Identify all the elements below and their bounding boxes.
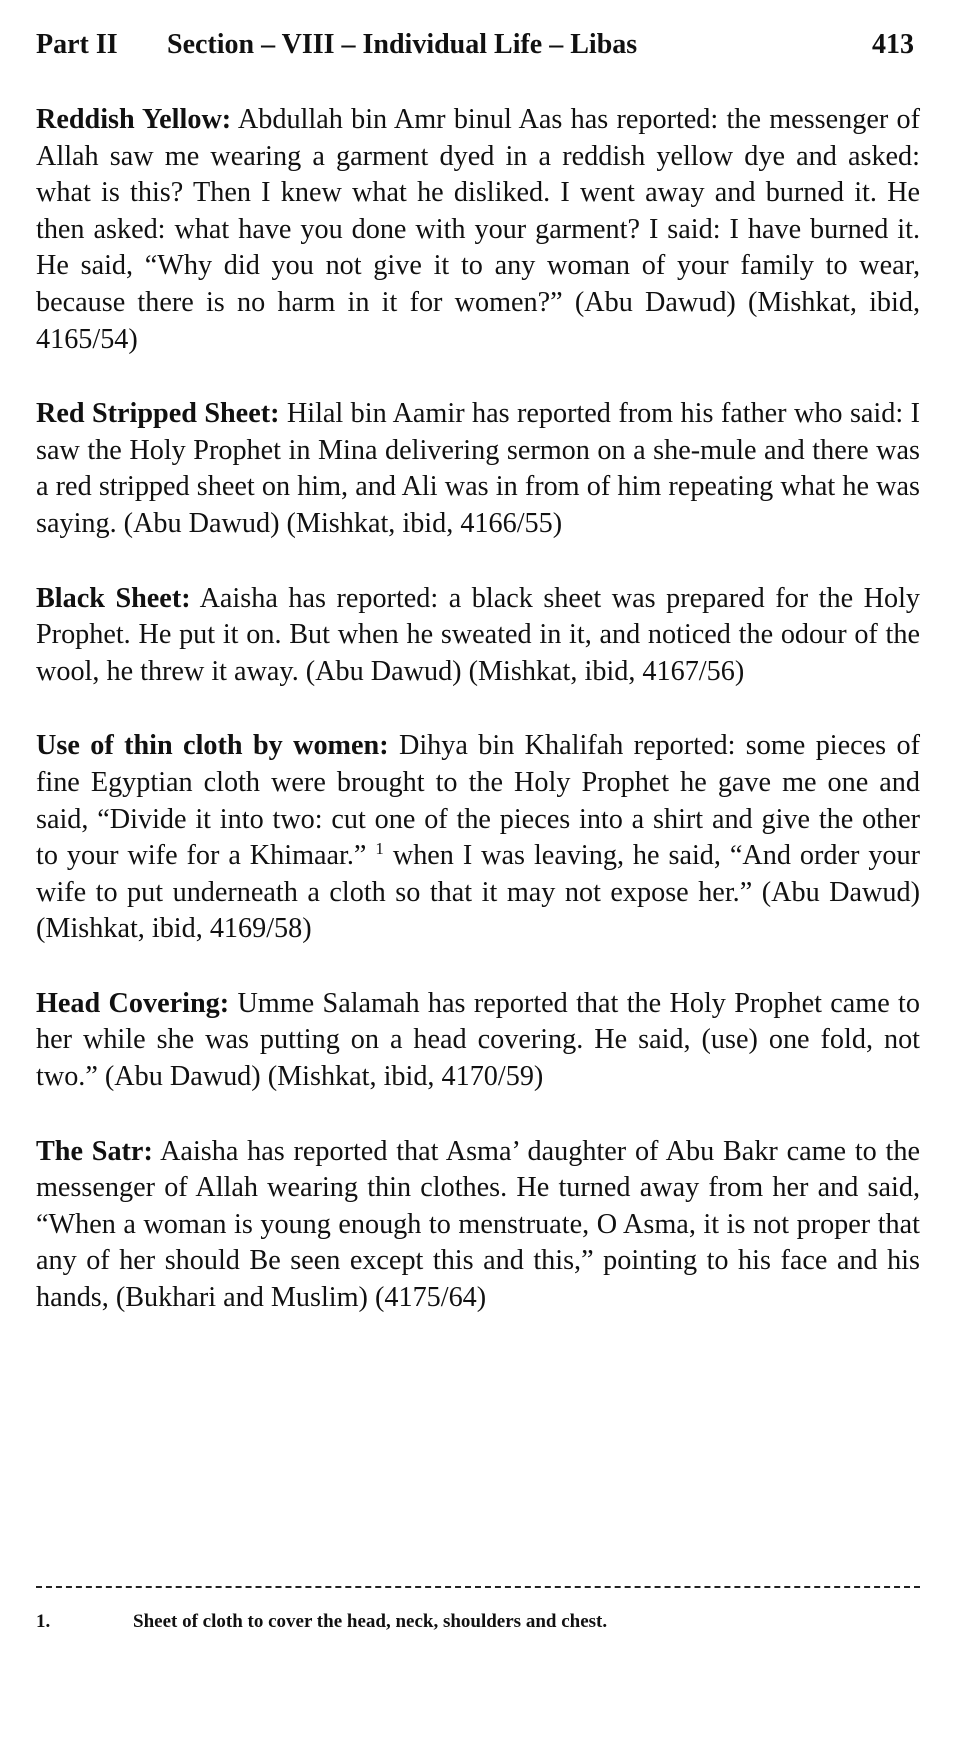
part-label: Part II bbox=[36, 29, 118, 60]
entry-text: Dihya bin Khalifah reported: some pieces of fine Egyptian cloth were brought to the Holy Prophet he gave me one and said, “Divide it into two: cut one of the pieces into a shirt and give the other to your wife for a Khimaar.” bbox=[36, 730, 920, 872]
entry-head-covering bbox=[36, 986, 920, 1096]
entry-term: Head Covering: bbox=[36, 987, 230, 1019]
page-number: 413 bbox=[872, 29, 914, 60]
entry-term: Red Stripped Sheet: bbox=[36, 398, 280, 430]
entry-text-after: when I was leaving, he said, “And order your wife to put underneath a cloth so that it may not expose her.” (Abu Dawud) (Mishkat, ibid, 4169/58) bbox=[36, 840, 920, 945]
footnote-divider bbox=[36, 1586, 920, 1588]
entry-the-satr bbox=[36, 1134, 920, 1317]
entry-term: Use of thin cloth by women: bbox=[36, 730, 389, 762]
entry-term: The Satr: bbox=[36, 1135, 153, 1167]
entry-text: Aaisha has reported that Asma’ daughter of Abu Bakr came to the messenger of Allah wearing thin clothes. He turned away from her and said, “When a woman is young enough to menstruate, O Asma, it is not proper that any of her should Be seen except this and this,” pointing to his face and his hands, (Bukhari and Muslim) (4175/64) bbox=[36, 1135, 920, 1314]
entry-black-sheet bbox=[36, 581, 920, 691]
footnote-reference: 1 bbox=[375, 839, 384, 859]
entry-term: Black Sheet: bbox=[36, 582, 191, 614]
footnote-text: Sheet of cloth to cover the head, neck, shoulders and chest. bbox=[133, 1611, 608, 1632]
entry-thin-cloth bbox=[36, 728, 920, 948]
entry-text: Aaisha has reported: a black sheet was prepared for the Holy Prophet. He put it on. But when he sweated in it, and noticed the odour of the wool, he threw it away. (Abu Dawud) (Mishkat, ibid, 4167/56) bbox=[36, 582, 920, 687]
footnote-number: 1. bbox=[36, 1611, 51, 1632]
page-header bbox=[36, 24, 920, 66]
entry-term: Reddish Yellow: bbox=[36, 104, 232, 135]
entry-red-stripped-sheet bbox=[36, 396, 920, 542]
section-title: Section – VIII – Individual Life – Libas bbox=[167, 29, 638, 60]
entry-reddish-yellow bbox=[36, 102, 920, 358]
entries bbox=[36, 102, 920, 1355]
entry-text: Abdullah bin Amr binul Aas has reported: the messenger of Allah saw me wearing a garment dyed in a reddish yellow dye and asked: what is this? Then I knew what he disliked. I went away and burned it. He then asked: what have you done with your garment? I said: I have burned it. He said, “Why did you not give it to any woman of your family to wear, because there is no harm in it for women?” (Abu Dawud) (Mishkat, ibid, 4165/54) bbox=[36, 104, 920, 355]
entry-text: Umme Salamah has reported that the Holy Prophet came to her while she was putting on a head covering. He said, (use) one fold, not two.” (Abu Dawud) (Mishkat, ibid, 4170/59) bbox=[36, 987, 920, 1093]
entry-text: Hilal bin Aamir has reported from his father who said: I saw the Holy Prophet in Mina delivering sermon on a she-mule and there was a red stripped sheet on him, and Ali was in from of him repeating what he was saying. (Abu Dawud) (Mishkat, ibid, 4166/55) bbox=[36, 398, 920, 539]
